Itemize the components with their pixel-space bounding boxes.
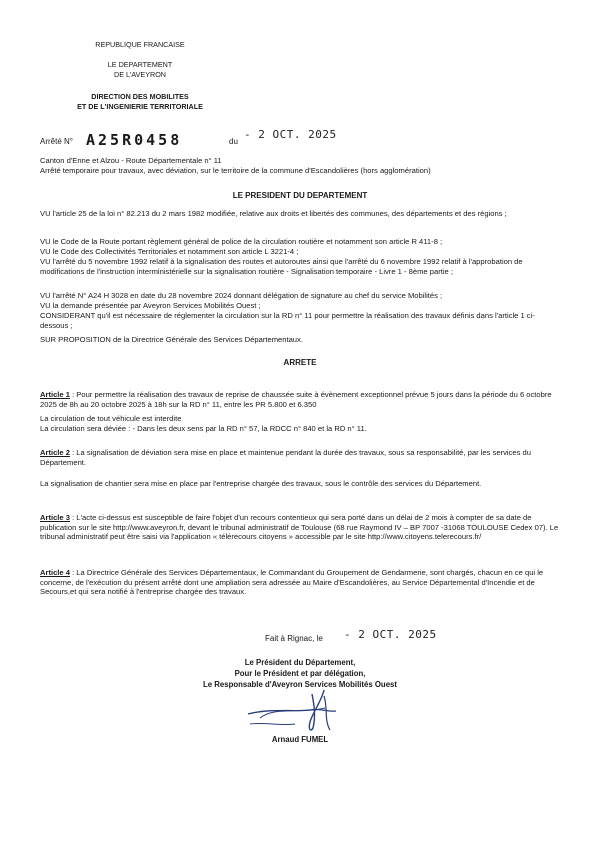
article-2-text: : La signalisation de déviation sera mise en place et maintenue pendant la durée des travaux, sous sa responsabilité, par les services du Département. (40, 448, 531, 467)
article-4-text: : La Directrice Générale des Services Départementaux, le Commandant du Groupement de Gendarmerie, sont chargés, chacun en ce qui le concerne, de l'exécution du présent arrêté dont une ampliation sera adressée au Maire d'Escandolières, au Service Départemental d'Incendie et de Secours,et qui sera notifié à l'entreprise chargée des travaux. (40, 568, 544, 597)
header-departement: LE DEPARTEMENT (107, 60, 173, 69)
sig-president: Le Président du Département, (244, 658, 356, 667)
visa-loi: VU l'article 25 de la loi n° 82.213 du 2 mars 1982 modifiée, relative aux droits et libertés des communes, des départements et des régions ; (40, 209, 507, 218)
sig-responsable: Le Responsable d'Aveyron Services Mobilités Ouest (203, 680, 397, 689)
article-1 (40, 390, 560, 409)
signatory-name: Arnaud FUMEL (271, 735, 329, 744)
article-4 (40, 568, 560, 597)
fait-a: Fait à Rignac, le (265, 634, 323, 643)
article-2 (40, 448, 560, 467)
article-1-label: Article 1 (40, 390, 70, 399)
article-2-label: Article 2 (40, 448, 70, 457)
header-aveyron: DE L'AVEYRON (114, 70, 166, 79)
visa-delegation: VU l'arrêté N° A24 H 3028 en date du 28 novembre 2024 donnant délégation de signature au chef du service Mobilités ; (40, 291, 443, 300)
sur-proposition: SUR PROPOSITION de la Directrice Générale des Services Départementaux. (40, 335, 303, 344)
arrete-title: ARRETE (283, 358, 317, 367)
article-2-chantier: La signalisation de chantier sera mise en place par l'entreprise chargée des travaux, sous le contrôle des services du Département. (40, 479, 482, 488)
arrete-label: Arrêté N° (40, 137, 73, 146)
header-republique: REPUBLIQUE FRANCAISE (95, 40, 185, 49)
article-3 (40, 513, 560, 542)
article-1-text: : Pour permettre la réalisation des travaux de reprise de chaussée suite à évènement exceptionnel prévue 5 jours dans la période du 6 octobre 2025 de 8h au 20 octobre 2025 à 18h sur la RD n° 11, entre les PR 5.800 et 6.350 (40, 390, 552, 409)
arrete-du: du (229, 137, 238, 146)
president-title: LE PRESIDENT DU DEPARTEMENT (232, 191, 368, 200)
subject-canton: Canton d'Enne et Alzou - Route Départementale n° 11 (40, 156, 222, 165)
article-1-deviation: La circulation sera déviée : - Dans les deux sens par la RD n° 57, la RDCC n° 840 et la RD n° 11. (40, 424, 367, 433)
article-4-label: Article 4 (40, 568, 70, 577)
visa-code-route: VU le Code de la Route portant règlement général de police de la circulation routière et notamment son article R 411-8 ; (40, 237, 443, 246)
visa-demande: VU la demande présentée par Aveyron Services Mobilités Ouest ; (40, 301, 261, 310)
article-3-label: Article 3 (40, 513, 70, 522)
article-3-text: : L'acte ci-dessus est susceptible de faire l'objet d'un recours contentieux qui sera porté dans un délai de 2 mois à compter de sa date de publication sur le site http://www.aveyron.fr, devant le tribunal administratif de Toulouse (68 rue Raymond IV – BP 7007 -31068 TOULOUSE Cedex 07). Le tribunal administratif peut être saisi via l'application « télérecours citoyens » accessible par le site http://www.citoyens.telerecours.fr/ (40, 513, 559, 542)
sig-delegation: Pour le Président et par délégation, (234, 669, 366, 678)
considerant: CONSIDERANT qu'il est nécessaire de réglementer la circulation sur la RD n° 11 pour permettre la réalisation des travaux définis dans l'article 1 ci-dessous ; (40, 311, 535, 330)
visa-cgct: VU le Code des Collectivités Territoriales et notamment son article L 3221-4 ; (40, 247, 299, 256)
subject-arrete-temporaire: Arrêté temporaire pour travaux, avec déviation, sur le territoire de la commune d'Escandolières (hors agglomération) (40, 166, 431, 175)
header-direction: DIRECTION DES MOBILITES (91, 92, 189, 101)
header-ingenierie: ET DE L'INGENIERIE TERRITORIALE (77, 102, 203, 111)
handwritten-signature (240, 686, 380, 736)
visa-signalisation: VU l'arrêté du 5 novembre 1992 relatif à la signalisation des routes et autoroutes ainsi que l'arrêté du 6 novembre 1992 relatif à l'approbation de modifications de l'instruction interministérielle sur la signalisation routière - Signalisation temporaire - Livre 1 - 8ème partie ; (40, 257, 523, 276)
footer-date-stamp: - 2 OCT. 2025 (344, 628, 437, 641)
arrete-number: A25R0458 (86, 131, 183, 149)
date-stamp: - 2 OCT. 2025 (244, 128, 337, 141)
article-1-interdiction: La circulation de tout véhicule est interdite (40, 414, 182, 423)
